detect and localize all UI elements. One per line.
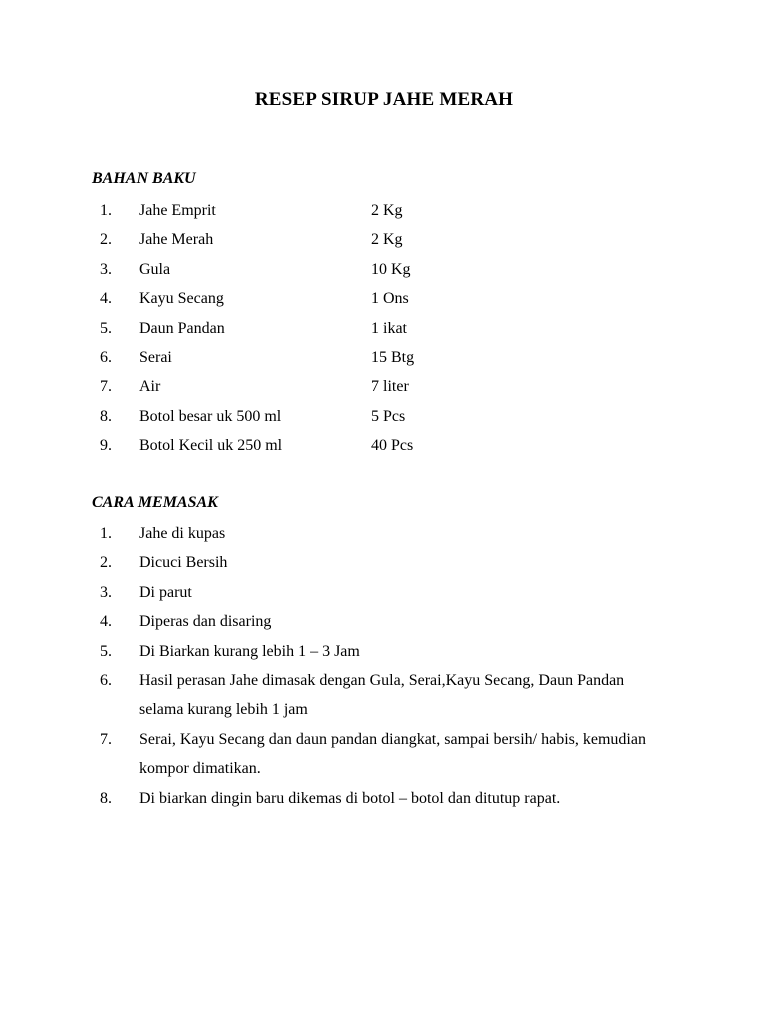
ingredient-number: 5.	[100, 319, 112, 337]
step-number: 7.	[100, 730, 112, 748]
method-heading: CARA MEMASAK	[92, 494, 218, 511]
ingredient-quantity: 1 Ons	[371, 290, 409, 308]
ingredient-number: 4.	[100, 290, 112, 308]
method-step	[0, 784, 768, 813]
step-number: 2.	[100, 554, 112, 572]
ingredients-heading: BAHAN BAKU	[92, 170, 196, 187]
ingredient-item	[0, 284, 768, 313]
method-step	[0, 578, 768, 607]
ingredient-quantity: 10 Kg	[371, 260, 411, 278]
ingredient-number: 8.	[100, 407, 112, 425]
ingredient-number: 9.	[100, 437, 112, 455]
method-step	[0, 666, 768, 725]
ingredient-number: 6.	[100, 348, 112, 366]
ingredient-name: Kayu Secang	[139, 290, 224, 308]
ingredient-quantity: 2 Kg	[371, 202, 403, 219]
ingredient-item	[0, 372, 768, 401]
step-text: Di biarkan dingin baru dikemas di botol – botol dan ditutup rapat.	[139, 789, 561, 807]
ingredient-item	[0, 343, 768, 372]
method-step	[0, 637, 768, 666]
ingredient-item	[0, 225, 768, 254]
ingredient-number: 3.	[100, 260, 112, 278]
ingredient-quantity: 5 Pcs	[371, 407, 406, 425]
step-number: 6.	[100, 671, 112, 689]
ingredient-item	[0, 196, 768, 225]
step-text: Di Biarkan kurang lebih 1 – 3 Jam	[139, 642, 360, 660]
ingredient-item	[0, 255, 768, 284]
ingredient-name: Daun Pandan	[139, 319, 225, 337]
ingredient-item	[0, 314, 768, 343]
ingredient-quantity: 1 ikat	[371, 319, 407, 337]
ingredient-quantity: 2 Kg	[371, 231, 403, 249]
method-step	[0, 548, 768, 577]
ingredient-number: 2.	[100, 231, 112, 249]
ingredient-quantity: 15 Btg	[371, 348, 415, 366]
ingredient-item	[0, 402, 768, 431]
step-text: Jahe di kupas	[139, 525, 226, 542]
ingredient-number: 1.	[100, 202, 112, 219]
ingredients-list	[0, 196, 768, 461]
step-text: Dicuci Bersih	[139, 554, 228, 572]
ingredient-name: Gula	[139, 260, 171, 278]
ingredient-number: 7.	[100, 378, 112, 396]
ingredient-name: Air	[139, 378, 161, 396]
method-steps-list	[0, 519, 768, 813]
ingredient-name: Jahe Emprit	[139, 202, 216, 219]
ingredient-quantity: 40 Pcs	[371, 437, 414, 455]
step-number: 4.	[100, 613, 112, 631]
step-text: Diperas dan disaring	[139, 613, 272, 631]
step-number: 5.	[100, 642, 112, 660]
ingredient-item	[0, 431, 768, 460]
method-step	[0, 725, 768, 784]
step-number: 1.	[100, 525, 112, 542]
ingredient-name: Botol Kecil uk 250 ml	[139, 437, 283, 455]
ingredient-name: Jahe Merah	[139, 231, 214, 249]
step-text: Serai, Kayu Secang dan daun pandan diangkat, sampai bersih/ habis, kemudian kompor dimatikan.	[139, 730, 646, 778]
method-step	[0, 519, 768, 548]
step-number: 8.	[100, 789, 112, 807]
step-text: Hasil perasan Jahe dimasak dengan Gula, Serai,Kayu Secang, Daun Pandan selama kurang lebih 1 jam	[139, 671, 625, 719]
step-number: 3.	[100, 583, 112, 601]
ingredient-name: Serai	[139, 348, 172, 366]
ingredient-quantity: 7 liter	[371, 378, 409, 396]
ingredient-name: Botol besar uk 500 ml	[139, 407, 282, 425]
method-step	[0, 607, 768, 636]
page-title: RESEP SIRUP JAHE MERAH	[254, 89, 514, 110]
step-text: Di parut	[139, 583, 192, 601]
